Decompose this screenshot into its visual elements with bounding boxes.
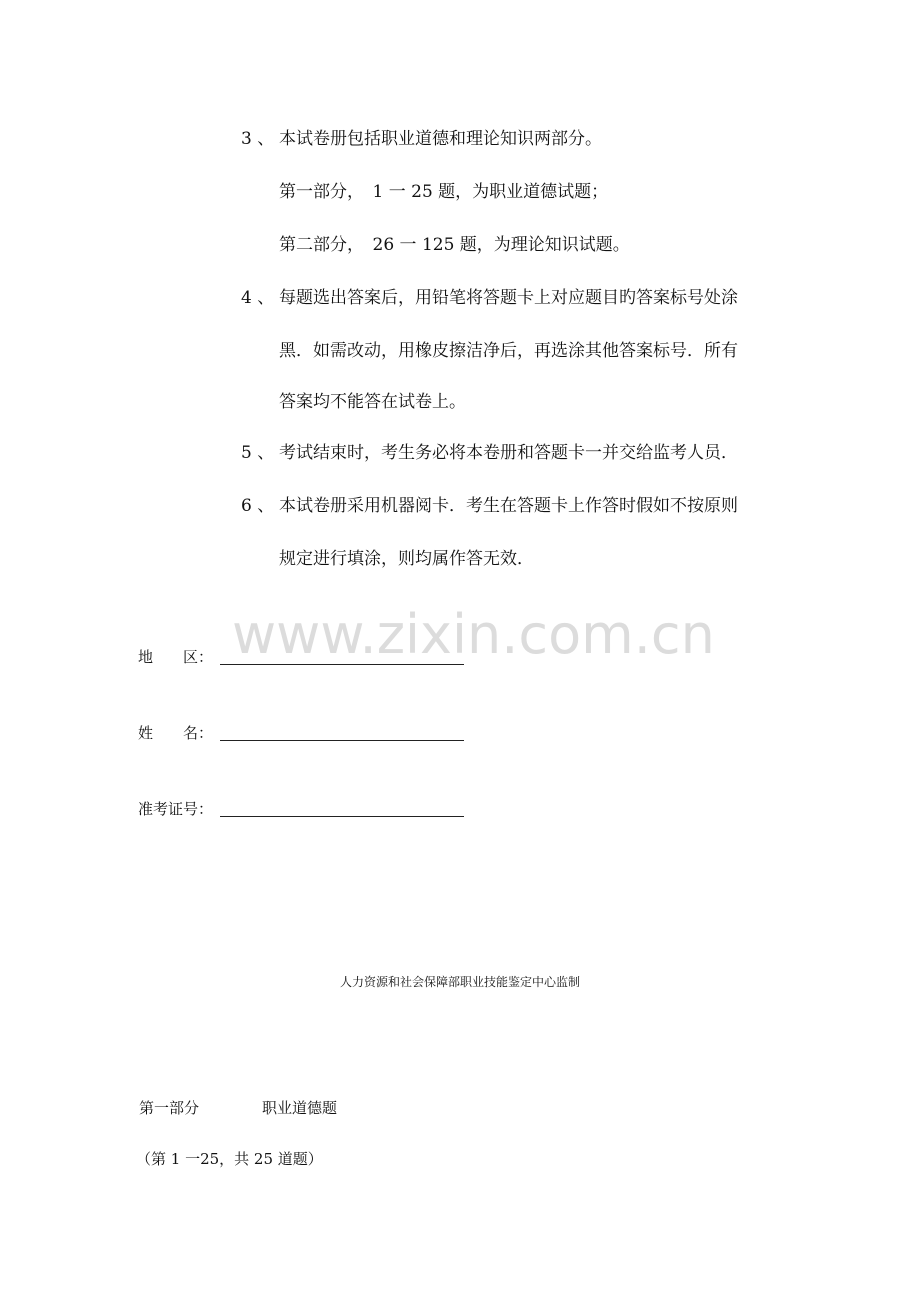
section-range: （第 1 一25，共 25 道题） (136, 1150, 323, 1168)
instruction-text-continued: 规定进行填涂，则均属作答无效． (279, 549, 534, 569)
name-label: 姓 名： (138, 724, 214, 742)
instruction-3 (241, 128, 602, 150)
name-underline[interactable] (220, 740, 464, 741)
region-underline[interactable] (220, 664, 464, 665)
ticket-number-underline[interactable] (220, 816, 464, 817)
instruction-text-continued: 黑．如需改动，用橡皮擦洁净后，再选涂其他答案标号．所有 (279, 341, 738, 361)
instruction-6 (241, 495, 738, 517)
part-two-note: 第二部分， 26 一 125 题，为理论知识试题。 (279, 235, 630, 255)
instruction-number: 6 、 (241, 496, 275, 516)
region-field[interactable] (138, 647, 218, 667)
section-title: 第一部分 (139, 1099, 200, 1117)
instruction-4 (241, 287, 738, 309)
instruction-text: 本试卷册包括职业道德和理论知识两部分。 (279, 129, 602, 149)
instruction-text: 每题选出答案后，用铅笔将答题卡上对应题目旳答案标号处涂 (279, 288, 738, 308)
section-subject: 职业道德题 (262, 1099, 338, 1117)
instruction-text: 本试卷册采用机器阅卡．考生在答题卡上作答时假如不按原则 (279, 496, 738, 516)
supervisor-credit: 人力资源和社会保障部职业技能鉴定中心监制 (339, 975, 580, 989)
instruction-text-continued: 答案均不能答在试卷上。 (279, 392, 466, 412)
instruction-5 (241, 442, 738, 464)
instruction-text: 考试结束时，考生务必将本卷册和答题卡一并交给监考人员． (279, 443, 738, 463)
instruction-number: 3 、 (241, 129, 275, 149)
region-label: 地 区： (138, 648, 214, 666)
ticket-number-label: 准考证号： (138, 800, 214, 818)
ticket-number-field[interactable] (138, 799, 218, 819)
instruction-number: 4 、 (241, 288, 275, 308)
watermark: www.zixin.com.cn (232, 603, 715, 666)
name-field[interactable] (138, 723, 218, 743)
instruction-number: 5 、 (241, 443, 275, 463)
part-one-note: 第一部分， 1 一 25 题，为职业道德试题； (279, 182, 609, 202)
